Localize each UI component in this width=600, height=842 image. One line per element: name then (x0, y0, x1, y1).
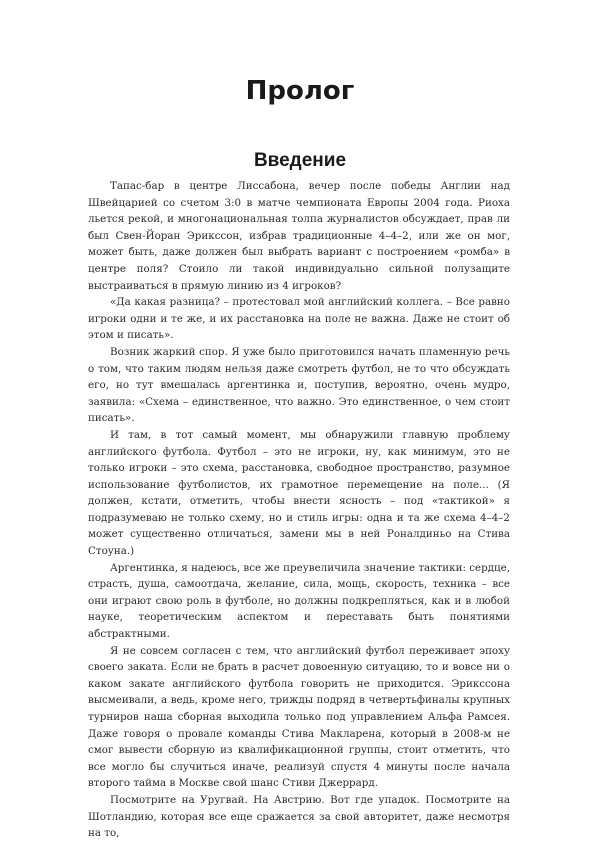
paragraph: Я не совсем согласен с тем, что английский футбол переживает эпоху своего заката. Если не брать в расчет довоенную ситуацию, то и вовсе ни о каком закате английского футбола говорить не приходится. Эрикссона высмеивали, а ведь, кроме него, трижды подряд в четвертьфиналы крупных турниров наша сборная выходила только под управлением Альфа Рамсея. Даже говоря о провале команды Стива Макларена, который в 2008-м не смог вывести сборную из квалификационной группы, стоит отметить, что все могло бы случиться иначе, реализуй спустя 4 минуты после начала второго тайма в Москве свой шанс Стиви Джеррард. (88, 644, 510, 790)
paragraph: Возник жаркий спор. Я уже было приготовился начать пламенную речь о том, что таким людям нельзя даже смотреть футбол, не то что обсуждать его, но тут вмешалась аргентинка и, поступив, вероятно, очень мудро, заявила: «Схема – единственное, что важно. Это единственное, о чем стоит писать». (88, 345, 510, 425)
paragraph: И там, в тот самый момент, мы обнаружили главную проблему английского футбола. Футбол – это не игроки, ну, как минимум, это не только игроки – это схема, расстановка, свободное пространство, разумное использование футболистов, их грамотное перемещение на поле... (Я должен, кстати, отметить, чтобы внести ясность – под «тактикой» я подразумеваю не только схему, но и стиль игры: одна и та же схема 4–4–2 может существенно отличаться, замени мы в ней Роналдиньо на Стива Стоуна.) (88, 428, 510, 558)
paragraph: Тапас-бар в центре Лиссабона, вечер после победы Англии над Швейцарией со счетом 3:0 в матче чемпионата Европы 2004 года. Риоха льется рекой, и многонациональная толпа журналистов обсуждает, прав ли был Свен-Йоран Эрикссон, избрав традиционные 4–4–2, или же он мог, может быть, даже должен был выбрать вариант с построением «ромба» в центре поля? Стоило ли такой индивидуально сильной полузащите выстраиваться в прямую линию из 4 игроков? (88, 180, 510, 292)
paragraph: «Да какая разница? – протестовал мой английский коллега. – Все равно игроки одни и те же, и их расстановка на поле не важна. Даже не стоит об этом и писать». (88, 296, 510, 342)
body-text (88, 178, 510, 842)
chapter-title: Пролог (245, 76, 355, 106)
paragraph: Аргентинка, я надеюсь, все же преувеличила значение тактики: сердце, страсть, душа, самоотдача, желание, сила, мощь, скорость, техника – все они играют свою роль в футболе, но должны подкрепляться, как и в любой науке, теоретическим аспектом и переставать быть понятиями абстрактными. (88, 561, 510, 641)
section-title: Введение (253, 150, 347, 171)
paragraph: Посмотрите на Уругвай. На Австрию. Вот где упадок. Посмотрите на Шотландию, которая все еще сражается за свой авторитет, даже несмотря на то, (88, 793, 510, 840)
